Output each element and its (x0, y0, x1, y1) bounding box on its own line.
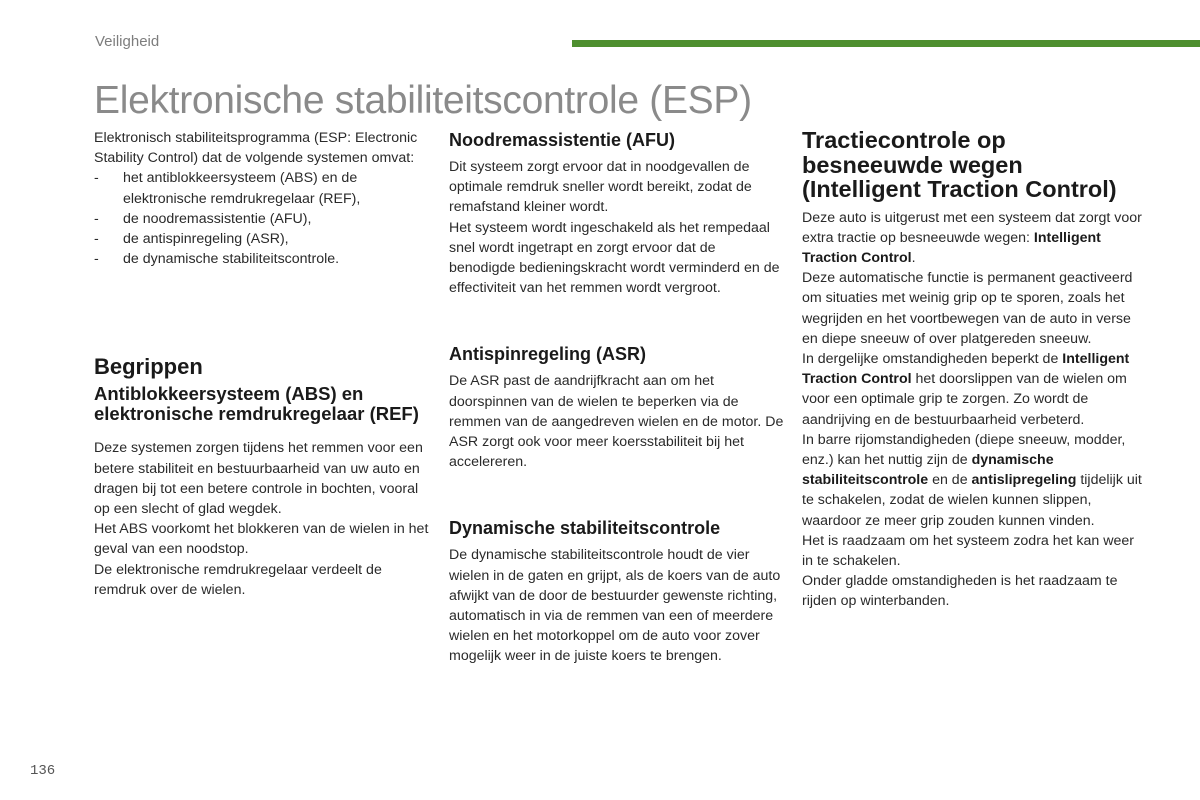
abs-paragraph: Het ABS voorkomt het blokkeren van de wielen in het geval van een noodstop. (94, 521, 429, 558)
heading-afu: Noodremassistentie (AFU) (449, 130, 676, 150)
heading-dynamic-stability: Dynamische stabiliteitscontrole (449, 518, 721, 539)
asr-paragraph: De ASR past de aandrijfkracht aan om het doorspinnen van de wielen te beperken via de remmen van de aangedreven wielen en de motor. De ASR zorgt ook voor meer koersstabiliteit bij het accelereren. (449, 373, 784, 471)
page-title: Elektronische stabiliteitscontrole (ESP) (94, 79, 752, 122)
heading-begrippen: Begrippen (94, 354, 203, 380)
bold-term: Intelligent Traction Control (802, 229, 1101, 266)
list-item: - de noodremassistentie (AFU), (94, 209, 434, 229)
column-left (94, 128, 434, 600)
column-middle (449, 128, 784, 667)
dynamic-stability-paragraph: De dynamische stabiliteitscontrole houdt de vier wielen in de gaten en grijpt, als de koers van de auto afwijkt van de door de bestuurder gewenste richting, automatisch in via de remmen van een of meerdere wielen en het motorkoppel om de auto voor zover mogelijk weer in de juiste koers te brengen. (449, 547, 781, 665)
traction-paragraph (802, 208, 1142, 269)
page-number: 136 (30, 763, 56, 779)
text-run: In barre rijomstandigheden (diepe sneeuw, modder, enz.) kan het nuttig zijn de (802, 431, 1126, 468)
header-accent-bar (572, 40, 1200, 47)
text-run: Deze auto is uitgerust met een systeem dat zorgt voor extra tractie op besneeuwde wegen: (802, 209, 1142, 246)
bold-term: dynamische stabiliteitscontrole (802, 451, 1054, 489)
ref-paragraph: De elektronische remdrukregelaar verdeelt de remdruk over de wielen. (94, 561, 382, 598)
heading-asr: Antispinregeling (ASR) (449, 344, 646, 365)
abs-paragraph: Deze systemen zorgen tijdens het remmen voor een betere stabiliteit en bestuurbaarheid van uw auto en dragen bij tot een betere controle in bochten, vooral op een slecht of glad wegdek. (94, 440, 423, 518)
afu-paragraph: Het systeem wordt ingeschakeld als het rempedaal snel wordt ingetrapt en zorgt ervoor dat de benodigde bedieningskracht wordt verminderd en de effectiviteit van het remmen wordt vergroot. (449, 219, 780, 297)
bold-term: Intelligent Traction Control (802, 350, 1130, 388)
text-run: In dergelijke omstandigheden beperkt de (802, 350, 1063, 367)
text-run: . (911, 249, 916, 266)
text-run: het doorslippen van de wielen om voor een optimale grip te zorgen. Zo wordt de aandrijving en de bestuurbaarheid verbeterd. (802, 371, 1127, 428)
heading-traction-control: Tractiecontrole op besneeuwde wegen (Intelligent Traction Control) (802, 127, 1117, 202)
bold-term: antislipregeling (971, 472, 1077, 489)
intro-paragraph: Elektronisch stabiliteitsprogramma (ESP: Electronic Stability Control) dat de volgende systemen omvat: (94, 130, 418, 167)
traction-paragraph: Onder gladde omstandigheden is het raadzaam te rijden op winterbanden. (802, 573, 1118, 610)
list-item: - de antispinregeling (ASR), (94, 229, 434, 249)
column-right (802, 128, 1142, 612)
traction-paragraph: Deze automatische functie is permanent geactiveerd om situaties met weinig grip op te sporen, zoals het wegrijden en het voortbewegen van de auto in verse en diepe sneeuw of over platgereden sneeuw. (802, 270, 1133, 347)
traction-paragraph (802, 430, 1142, 531)
traction-paragraph (802, 349, 1142, 430)
text-run: tijdelijk uit te schakelen, zodat de wielen kunnen slippen, waardoor ze meer grip zouden kunnen vinden. (802, 472, 1142, 529)
systems-list (94, 168, 434, 269)
section-label: Veiligheid (95, 33, 160, 50)
afu-paragraph: Dit systeem zorgt ervoor dat in noodgevallen de optimale remdruk sneller wordt bereikt, zodat de remafstand kleiner wordt. (449, 159, 752, 216)
list-item: - de dynamische stabiliteitscontrole. (94, 249, 434, 269)
text-run: en de (928, 472, 972, 489)
subheading-abs-ref: Antiblokkeersysteem (ABS) en elektronische remdrukregelaar (REF) (94, 383, 419, 425)
list-item: - het antiblokkeersysteem (ABS) en de elektronische remdrukregelaar (REF), (94, 168, 434, 208)
traction-paragraph: Het is raadzaam om het systeem zodra het kan weer in te schakelen. (802, 532, 1134, 569)
